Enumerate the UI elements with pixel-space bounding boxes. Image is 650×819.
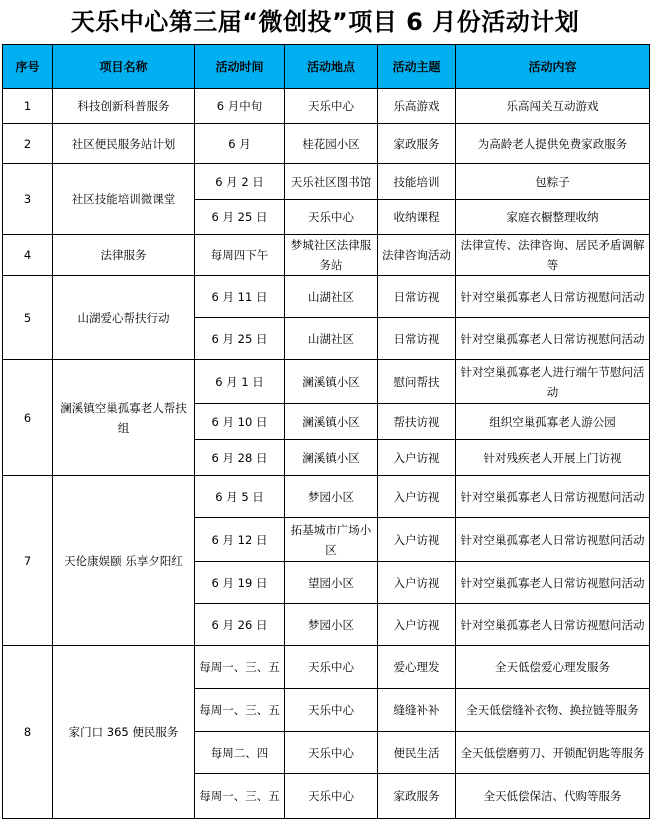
cell-content: 乐高闯关互动游戏 xyxy=(456,89,650,124)
cell-place: 澜溪镇小区 xyxy=(285,360,378,404)
table-header-row xyxy=(3,45,650,89)
cell-place: 天乐社区图书馆 xyxy=(285,164,378,200)
cell-place: 天乐中心 xyxy=(285,89,378,124)
cell-project: 天伦康娱颐 乐享夕阳红 xyxy=(53,476,195,646)
cell-no: 4 xyxy=(3,235,53,276)
cell-time: 每周一、三、五 xyxy=(195,774,285,819)
cell-theme: 日常访视 xyxy=(378,318,456,360)
cell-no: 5 xyxy=(3,276,53,360)
cell-theme: 爱心理发 xyxy=(378,646,456,689)
cell-time: 6 月 28 日 xyxy=(195,440,285,476)
table-row xyxy=(3,235,650,276)
cell-theme: 日常访视 xyxy=(378,276,456,318)
cell-theme: 技能培训 xyxy=(378,164,456,200)
header-no: 序号 xyxy=(3,45,53,89)
cell-project: 澜溪镇空巢孤寡老人帮扶组 xyxy=(53,360,195,476)
cell-time: 6 月 10 日 xyxy=(195,404,285,440)
table-row xyxy=(3,164,650,200)
cell-place: 澜溪镇小区 xyxy=(285,404,378,440)
cell-time: 6 月 26 日 xyxy=(195,604,285,646)
cell-theme: 慰问帮扶 xyxy=(378,360,456,404)
header-project: 项目名称 xyxy=(53,45,195,89)
cell-content: 全天低偿缝补衣物、换拉链等服务 xyxy=(456,689,650,732)
cell-place: 山湖社区 xyxy=(285,276,378,318)
cell-theme: 入户访视 xyxy=(378,604,456,646)
header-time: 活动时间 xyxy=(195,45,285,89)
cell-time: 每周一、三、五 xyxy=(195,689,285,732)
cell-theme: 缝缝补补 xyxy=(378,689,456,732)
cell-time: 6 月 12 日 xyxy=(195,518,285,562)
cell-no: 6 xyxy=(3,360,53,476)
cell-theme: 便民生活 xyxy=(378,732,456,774)
cell-content: 组织空巢孤寡老人游公园 xyxy=(456,404,650,440)
cell-place: 天乐中心 xyxy=(285,774,378,819)
cell-content: 全天低偿磨剪刀、开锁配钥匙等服务 xyxy=(456,732,650,774)
cell-time: 6 月 1 日 xyxy=(195,360,285,404)
cell-theme: 收纳课程 xyxy=(378,200,456,235)
cell-content: 针对空巢孤寡老人日常访视慰问活动 xyxy=(456,562,650,604)
cell-content: 法律宣传、法律咨询、居民矛盾调解等 xyxy=(456,235,650,276)
cell-time: 6 月 19 日 xyxy=(195,562,285,604)
cell-time: 6 月 25 日 xyxy=(195,318,285,360)
table-row xyxy=(3,360,650,404)
cell-time: 6 月 11 日 xyxy=(195,276,285,318)
cell-place: 拓基城市广场小区 xyxy=(285,518,378,562)
cell-project: 社区便民服务站计划 xyxy=(53,124,195,164)
cell-project: 法律服务 xyxy=(53,235,195,276)
cell-place: 澜溪镇小区 xyxy=(285,440,378,476)
cell-theme: 帮扶访视 xyxy=(378,404,456,440)
cell-place: 望园小区 xyxy=(285,562,378,604)
header-place: 活动地点 xyxy=(285,45,378,89)
cell-content: 针对残疾老人开展上门访视 xyxy=(456,440,650,476)
cell-project: 山湖爱心帮扶行动 xyxy=(53,276,195,360)
cell-time: 6 月 2 日 xyxy=(195,164,285,200)
cell-theme: 法律咨询活动 xyxy=(378,235,456,276)
cell-time: 每周四下午 xyxy=(195,235,285,276)
header-theme: 活动主题 xyxy=(378,45,456,89)
cell-content: 为高龄老人提供免费家政服务 xyxy=(456,124,650,164)
cell-no: 2 xyxy=(3,124,53,164)
cell-place: 梦城社区法律服务站 xyxy=(285,235,378,276)
cell-theme: 家政服务 xyxy=(378,774,456,819)
activity-plan-table xyxy=(2,44,650,819)
cell-content: 全天低偿爱心理发服务 xyxy=(456,646,650,689)
cell-time: 6 月 xyxy=(195,124,285,164)
cell-place: 天乐中心 xyxy=(285,732,378,774)
cell-theme: 家政服务 xyxy=(378,124,456,164)
cell-content: 针对空巢孤寡老人日常访视慰问活动 xyxy=(456,476,650,518)
cell-time: 每周一、三、五 xyxy=(195,646,285,689)
cell-no: 7 xyxy=(3,476,53,646)
cell-no: 3 xyxy=(3,164,53,235)
cell-time: 6 月 25 日 xyxy=(195,200,285,235)
page-title: 天乐中心第三届“微创投”项目 6 月份活动计划 xyxy=(70,8,580,36)
cell-time: 每周二、四 xyxy=(195,732,285,774)
table-row xyxy=(3,124,650,164)
table-row xyxy=(3,276,650,318)
cell-content: 针对空巢孤寡老人日常访视慰问活动 xyxy=(456,518,650,562)
cell-place: 桂花园小区 xyxy=(285,124,378,164)
cell-content: 针对空巢孤寡老人日常访视慰问活动 xyxy=(456,604,650,646)
table-row xyxy=(3,89,650,124)
cell-place: 梦园小区 xyxy=(285,604,378,646)
table-row xyxy=(3,646,650,689)
cell-project: 家门口 365 便民服务 xyxy=(53,646,195,819)
cell-theme: 入户访视 xyxy=(378,440,456,476)
cell-place: 梦园小区 xyxy=(285,476,378,518)
table-row xyxy=(3,476,650,518)
cell-theme: 入户访视 xyxy=(378,518,456,562)
cell-content: 针对空巢孤寡老人日常访视慰问活动 xyxy=(456,318,650,360)
cell-place: 山湖社区 xyxy=(285,318,378,360)
cell-no: 1 xyxy=(3,89,53,124)
header-content: 活动内容 xyxy=(456,45,650,89)
cell-content: 针对空巢孤寡老人日常访视慰问活动 xyxy=(456,276,650,318)
cell-content: 针对空巢孤寡老人进行端午节慰问活动 xyxy=(456,360,650,404)
cell-project: 科技创新科普服务 xyxy=(53,89,195,124)
cell-theme: 入户访视 xyxy=(378,476,456,518)
cell-content: 家庭衣橱整理收纳 xyxy=(456,200,650,235)
cell-place: 天乐中心 xyxy=(285,646,378,689)
cell-time: 6 月中旬 xyxy=(195,89,285,124)
cell-place: 天乐中心 xyxy=(285,200,378,235)
cell-no: 8 xyxy=(3,646,53,819)
cell-content: 全天低偿保洁、代购等服务 xyxy=(456,774,650,819)
cell-project: 社区技能培训微课堂 xyxy=(53,164,195,235)
cell-time: 6 月 5 日 xyxy=(195,476,285,518)
cell-place: 天乐中心 xyxy=(285,689,378,732)
cell-theme: 入户访视 xyxy=(378,562,456,604)
cell-theme: 乐高游戏 xyxy=(378,89,456,124)
cell-content: 包粽子 xyxy=(456,164,650,200)
